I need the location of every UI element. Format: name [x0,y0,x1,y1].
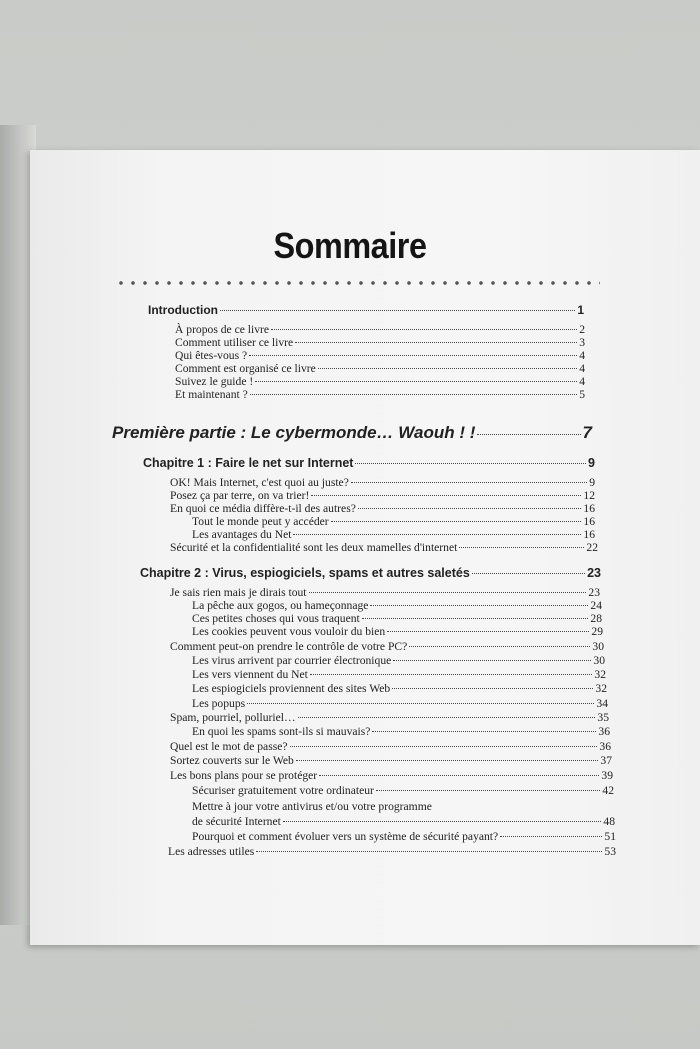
toc-page: 22 [586,541,598,554]
dot-leader [376,790,601,791]
toc-label: Qui êtes-vous ? [175,349,248,362]
toc-label: Chapitre 2 : Virus, espiogiciels, spams et autres saletés [140,566,470,580]
toc-label: Les bons plans pour se protéger [170,769,318,782]
dot-leader [362,618,589,619]
toc-page: 42 [602,784,614,797]
toc-entry [170,541,598,554]
toc-entry [175,323,585,336]
dot-leader [459,547,584,548]
dot-leader [477,434,580,435]
toc-entry [192,815,615,828]
dot-leader [283,821,602,822]
toc-page: 53 [604,845,616,858]
dot-leader [271,329,577,330]
dot-leader [472,573,585,574]
toc-entry [170,711,609,724]
toc-entry [170,640,604,653]
toc-label: Sécuriser gratuitement votre ordinateur [192,784,374,797]
toc-label: de sécurité Internet [192,815,281,828]
dot-leader [409,646,590,647]
toc-chapter [140,567,601,580]
toc-page: 9 [589,476,595,489]
toc-page: 36 [599,740,611,753]
toc-entry [192,668,606,681]
toc-page: 4 [579,375,585,388]
dot-leader [331,521,582,522]
dot-leader [296,760,599,761]
dot-leader [220,310,575,311]
toc-entry [170,476,595,489]
toc-chapter [143,457,595,470]
toc-entry [168,845,616,858]
toc-label: OK! Mais Internet, c'est quoi au juste? [170,476,349,489]
toc-entry [170,740,611,753]
toc-entry [192,830,616,843]
dot-leader [387,631,589,632]
page-title: Sommaire [273,225,427,266]
toc-page: 3 [579,336,585,349]
toc-label: Les avantages du Net [192,528,292,541]
toc-page: 4 [579,362,585,375]
toc-entry [170,502,595,515]
toc-page: 23 [587,566,601,580]
toc-entry [192,697,608,710]
toc-page: 39 [601,769,613,782]
toc-entry [192,528,595,541]
dot-leader [372,731,596,732]
dot-leader [311,495,581,496]
toc-label: Sortez couverts sur le Web [170,754,294,767]
toc-part [112,424,592,442]
toc-entry [192,682,607,695]
toc-entry [175,388,585,401]
toc-label: Pourquoi et comment évoluer vers un système de sécurité payant? [192,830,499,843]
toc-label: Comment peut-on prendre le contrôle de votre PC? [170,640,408,653]
dot-leader [370,605,588,606]
toc-entry [175,349,585,362]
toc-entry [170,769,613,782]
toc-entry [175,362,585,375]
toc-label: Ces petites choses qui vous traquent [192,612,360,625]
toc-introduction [148,304,584,317]
toc-entry [175,375,585,388]
toc-page: 34 [596,697,608,710]
toc-entry [192,725,610,738]
toc-page: 7 [582,423,592,442]
dot-leader [255,381,577,382]
toc-label: Quel est le mot de passe? [170,740,288,753]
dot-leader [295,342,577,343]
toc-label: Tout le monde peut y accéder [192,515,329,528]
toc-label: Les adresses utiles [168,845,255,858]
dot-leader [500,836,602,837]
toc-entry [170,754,612,767]
toc-page: 30 [592,640,604,653]
toc-entry [192,599,602,612]
toc-page: 23 [588,586,600,599]
toc-page: 28 [590,612,602,625]
toc-page: 29 [591,625,603,638]
toc-entry [192,784,614,797]
toc-entry [192,800,614,813]
toc-page: 16 [583,528,595,541]
toc-page: 48 [603,815,615,828]
dot-leader [319,775,599,776]
dot-leader [298,717,596,718]
toc-label: Comment utiliser ce livre [175,336,294,349]
dot-leader [250,394,577,395]
toc-entry [192,654,605,667]
toc-entry [192,625,603,638]
dot-leader [309,592,587,593]
toc-page: 30 [593,654,605,667]
dot-leader [310,674,593,675]
toc-label: Introduction [148,303,218,317]
toc-label: Les vers viennent du Net [192,668,308,681]
dot-leader [256,851,602,852]
toc-label: Et maintenant ? [175,388,248,401]
toc-page: 32 [594,668,606,681]
toc-label: Les espiogiciels proviennent des sites Web [192,682,391,695]
toc-page: 16 [583,515,595,528]
toc-label: Les popups [192,697,246,710]
toc-entry [175,336,585,349]
toc-page: 32 [595,682,607,695]
toc-page: 35 [597,711,609,724]
toc-label: En quoi ce média diffère-t-il des autres? [170,502,356,515]
dot-leader [247,703,594,704]
toc-page: 37 [600,754,612,767]
toc-label: Posez ça par terre, on va trier! [170,489,310,502]
toc-label: En quoi les spams sont-ils si mauvais? [192,725,371,738]
toc-entry [170,489,595,502]
toc-page: 16 [583,502,595,515]
toc-label: Première partie : Le cybermonde… Waouh ! ! [112,423,476,442]
dot-leader [358,508,582,509]
toc-page: 12 [583,489,595,502]
dot-leader [392,688,593,689]
toc-label: Les cookies peuvent vous vouloir du bien [192,625,386,638]
toc-label: À propos de ce livre [175,323,270,336]
toc-label: Sécurité et la confidentialité sont les deux mamelles d'internet [170,541,458,554]
toc-page: 9 [588,456,595,470]
toc-page: 36 [598,725,610,738]
toc-label: La pêche aux gogos, ou hameçonnage [192,599,369,612]
toc-page: 5 [579,388,585,401]
dot-leader [293,534,581,535]
toc-label: Suivez le guide ! [175,375,254,388]
toc-label: Comment est organisé ce livre [175,362,316,375]
toc-label: Chapitre 1 : Faire le net sur Internet [143,456,354,470]
toc-page: 4 [579,349,585,362]
toc-page: 51 [604,830,616,843]
dot-leader [351,482,587,483]
toc-label: Spam, pourriel, polluriel… [170,711,296,724]
toc-label: Les virus arrivent par courrier électronique [192,654,392,667]
toc-entry [170,586,600,599]
toc-page: 1 [577,303,584,317]
dot-leader [393,660,591,661]
toc-page: 2 [579,323,585,336]
dot-leader [318,368,577,369]
toc-entry [192,612,602,625]
dot-leader [249,355,577,356]
toc-page: 24 [590,599,602,612]
toc-entry [192,515,595,528]
dot-leader [355,463,586,464]
toc-label: Mettre à jour votre antivirus et/ou votre programme [192,800,432,813]
dot-leader [290,746,598,747]
toc-label: Je sais rien mais je dirais tout [170,586,307,599]
